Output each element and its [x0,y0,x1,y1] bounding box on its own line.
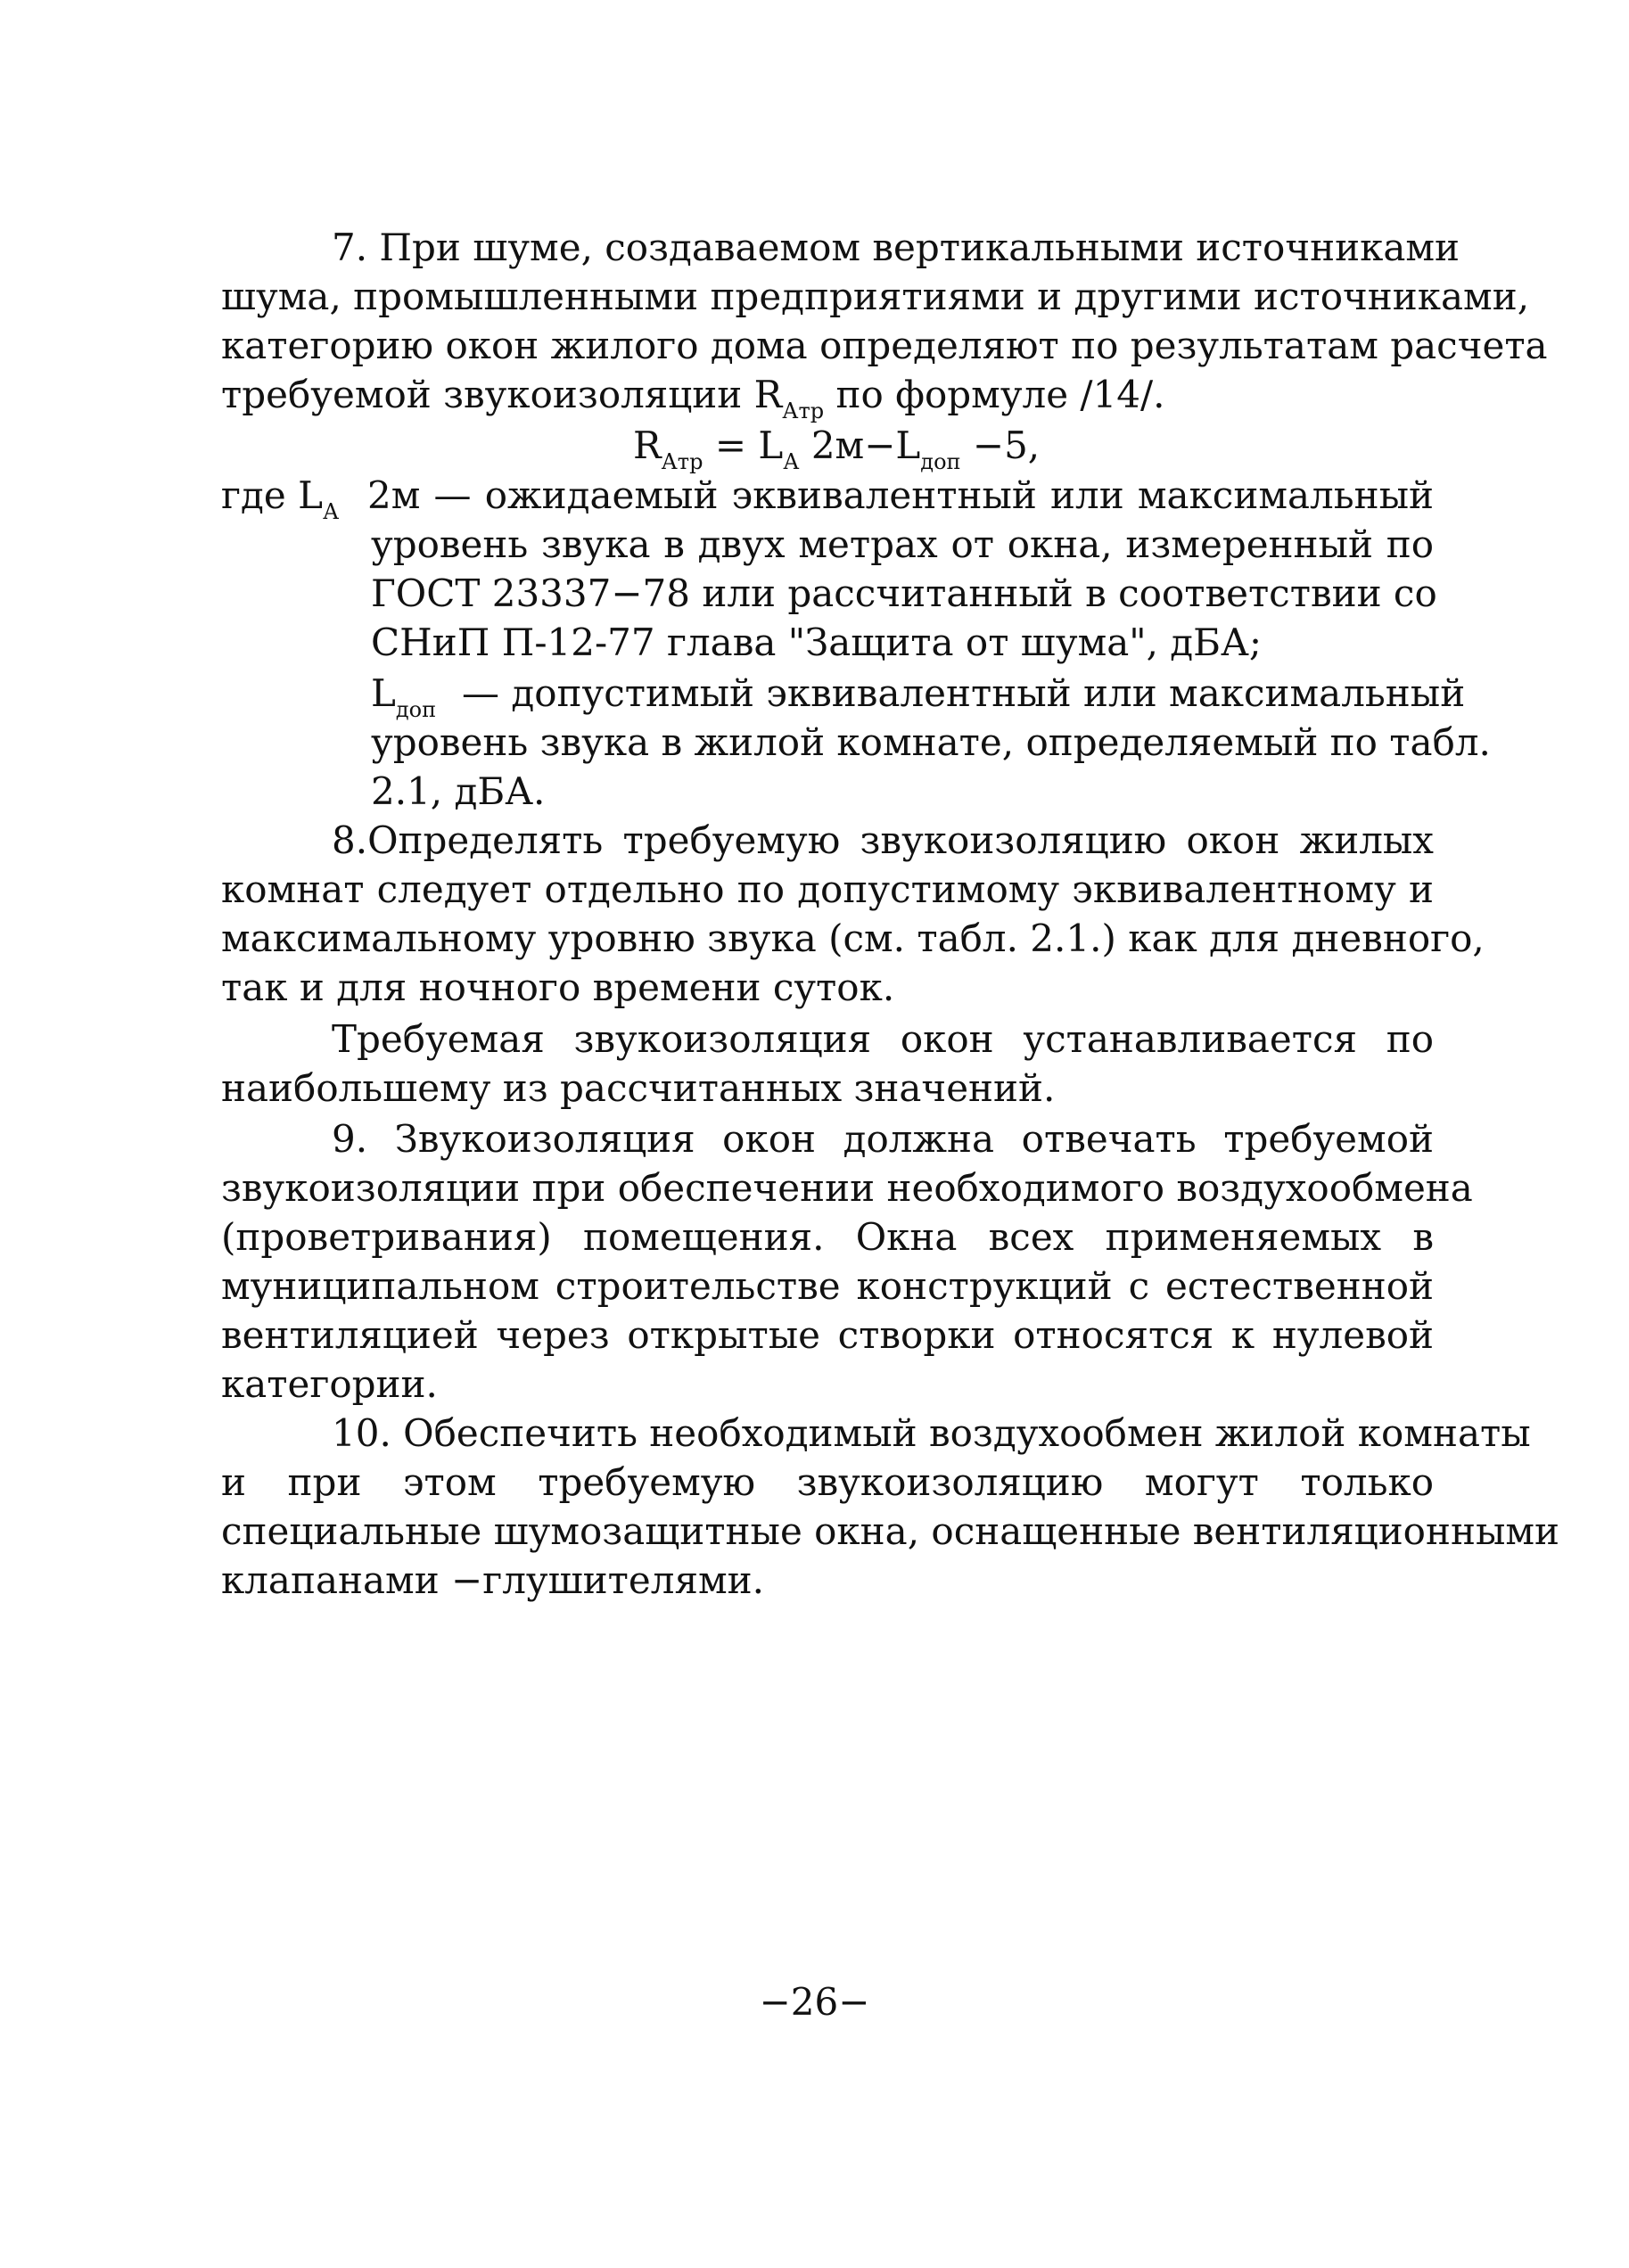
formula-la-sub: А [783,449,800,474]
paragraph-7-line-4-text: требуемой звукоизоляции [221,373,743,416]
paragraph-8b-line-1: Требуемая звукоизоляция окон устанавливается по [332,1017,1434,1061]
ldop-line-2: уровень звука в жилой комнате, определяемый по табл. [371,720,1491,764]
paragraph-8-line-4: так и для ночного времени суток. [221,966,895,1009]
paragraph-7-line-4-tail: по формуле /14/. [835,373,1165,416]
paragraph-7-line-4 [221,370,1434,423]
where-line-4: СНиП П-12-77 глава "Защита от шума", дБА; [371,620,1262,664]
where-la: L [298,473,323,517]
paragraph-7-line-3: категорию окон жилого дома определяют по результатам расчета [221,324,1548,367]
formula [633,421,1043,474]
where-la-sub: А [322,499,340,524]
where-line-2: уровень звука в двух метрах от окна, измеренный по [371,522,1434,566]
paragraph-9-line-5: вентиляцией через открытые створки относятся к нулевой [221,1313,1434,1357]
ldop-l: L [371,671,396,715]
paragraph-10-line-1: 10. Обеспечить необходимый воздухообмен жилой комнаты [332,1411,1531,1455]
paragraph-8-line-3: максимальному уровню звука (см. табл. 2.1.) как для дневного, [221,916,1485,960]
ldop-line-3: 2.1, дБА. [371,769,546,813]
paragraph-7-line-1: 7. При шуме, создаваемом вертикальными источниками [332,226,1460,269]
formula-la: L [758,423,784,467]
where-line-3: ГОСТ 23337−78 или рассчитанный в соответствии со [371,571,1437,615]
paragraph-9-line-1: 9. Звукоизоляция окон должна отвечать требуемой [332,1117,1434,1161]
paragraph-8b-line-2: наибольшему из рассчитанных значений. [221,1066,1056,1110]
paragraph-9-line-6: категории. [221,1362,438,1406]
formula-eq: = [714,423,747,467]
formula-ld-sub: доп [920,449,961,474]
formula-mid: 2м− [810,423,896,467]
formula-r-sub: Атр [661,449,703,474]
r-subscript: Атр [782,399,825,423]
paragraph-8-line-2: комнат следует отдельно по допустимому эквивалентному и [221,867,1434,911]
paragraph-10-line-2: и при этом требуемую звукоизоляцию могут только [221,1460,1434,1504]
ldop-line-1-text: — допустимый эквивалентный или максимальный [462,671,1466,715]
ldop-sub: доп [395,697,437,722]
paragraph-9-line-2: звукоизоляции при обеспечении необходимого воздухообмена [221,1166,1473,1210]
formula-ld: L [895,423,921,467]
paragraph-7-line-2: шума, промышленными предприятиями и другими источниками, [221,275,1530,318]
page-number: −26− [759,1980,870,2024]
where-line-1: 2м — ожидаемый эквивалентный или максимальный [367,473,1434,517]
r-symbol: R [753,373,783,416]
paragraph-10-line-4: клапанами −глушителями. [221,1558,764,1602]
paragraph-9-line-4: муниципальном строительстве конструкций с естественной [221,1264,1434,1308]
paragraph-9-line-3: (проветривания) помещения. Окна всех применяемых в [221,1215,1434,1259]
paragraph-10-line-3: специальные шумозащитные окна, оснащенные вентиляционными [221,1509,1560,1553]
paragraph-8-line-1: 8.Определять требуемую звукоизоляцию окон жилых [332,818,1434,862]
formula-r: R [633,423,662,467]
formula-tail: −5, [972,423,1041,467]
where-label [221,471,339,537]
where-word: где [221,473,286,517]
